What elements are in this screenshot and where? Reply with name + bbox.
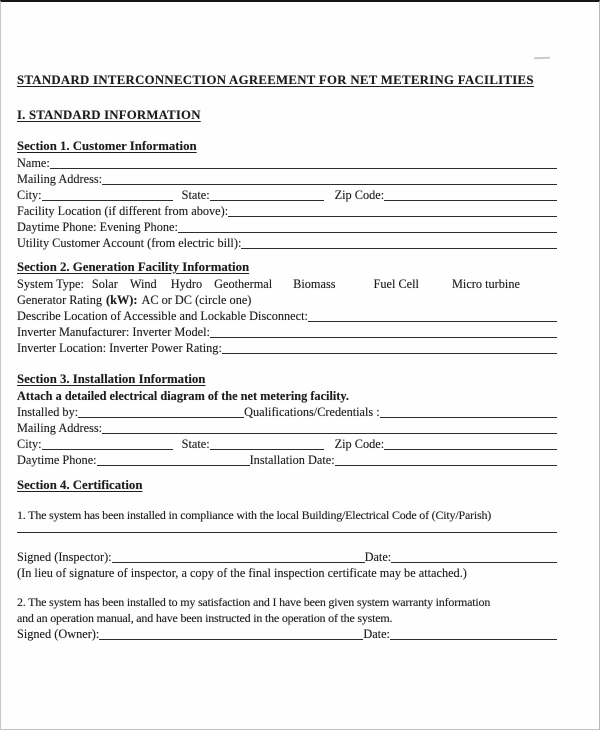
field-row-inverter-manufacturer-model	[17, 324, 557, 340]
inspector-date-label: Date:	[364, 550, 392, 564]
field-row-signed-inspector	[17, 549, 557, 565]
in-lieu-note-row	[17, 565, 557, 581]
zip-code-blank	[384, 187, 557, 201]
installer-zip-label: Zip Code:	[334, 437, 385, 451]
inverter-model-blank	[210, 324, 557, 338]
field-row-disconnect-location	[17, 308, 557, 324]
inspector-date-blank	[391, 549, 557, 563]
inverter-power-rating-blank	[222, 340, 557, 354]
mailing-address-label: Mailing Address:	[17, 172, 103, 186]
field-row-phones	[17, 219, 557, 235]
city-parish-blank	[17, 532, 557, 533]
phones-blank	[178, 219, 557, 233]
field-row-system-type	[17, 276, 557, 292]
signed-owner-label: Signed (Owner):	[17, 627, 100, 641]
mailing-address-blank	[102, 171, 557, 185]
system-type-label: System Type:	[17, 277, 84, 291]
daytime-evening-phone-label: Daytime Phone: Evening Phone:	[17, 220, 178, 234]
installer-daytime-phone-blank	[97, 452, 250, 466]
system-type-option-micro-turbine: Micro turbine	[451, 277, 520, 291]
section3-heading: Section 3. Installation Information	[17, 372, 206, 386]
state-label: State:	[181, 188, 210, 202]
field-row-signed-owner	[17, 626, 557, 642]
installer-mailing-address-label: Mailing Address:	[17, 421, 103, 435]
owner-signature-blank	[99, 626, 363, 640]
system-type-option-fuel-cell: Fuel Cell	[373, 277, 419, 291]
city-blank	[42, 187, 173, 201]
section-certification	[17, 477, 557, 642]
certification-statement-2-line1: 2. The system has been installed to my satisfaction and I have been given system warranty information	[17, 595, 491, 609]
owner-date-label: Date:	[363, 627, 390, 641]
section2-fields	[17, 276, 557, 356]
section2-heading: Section 2. Generation Facility Information	[17, 260, 250, 274]
qualifications-blank	[380, 404, 557, 418]
installer-mailing-address-blank	[102, 420, 557, 434]
field-row-facility-location	[17, 203, 557, 219]
installed-by-label: Installed by:	[17, 405, 79, 419]
state-blank	[210, 187, 324, 201]
installer-daytime-phone-label: Daytime Phone:	[17, 453, 97, 467]
facility-location-blank	[228, 203, 557, 217]
certification-statement-1: 1. The system has been installed in compliance with the local Building/Electrical Code of (City/Parish)	[17, 508, 492, 522]
inverter-location-rating-label: Inverter Location: Inverter Power Rating:	[17, 341, 222, 355]
city-label: City:	[17, 188, 42, 202]
installed-by-blank	[78, 404, 244, 418]
installer-city-blank	[42, 436, 173, 450]
field-row-mailing-address	[17, 171, 557, 187]
field-row-inverter-location-rating	[17, 340, 557, 356]
name-blank	[50, 155, 557, 169]
section4-heading: Section 4. Certification	[17, 478, 143, 492]
attach-diagram-note	[17, 388, 557, 404]
installation-date-label: Installation Date:	[249, 453, 335, 467]
inspector-signature-blank	[112, 549, 365, 563]
system-type-option-biomass: Biomass	[293, 277, 336, 291]
field-row-name	[17, 155, 557, 171]
inverter-manufacturer-model-label: Inverter Manufacturer: Inverter Model:	[17, 325, 210, 339]
attach-diagram-note-text: Attach a detailed electrical diagram of the net metering facility.	[17, 389, 349, 403]
system-type-option-hydro: Hydro	[170, 277, 203, 291]
document-title: STANDARD INTERCONNECTION AGREEMENT FOR NET METERING FACILITIES	[17, 73, 534, 87]
name-label: Name:	[17, 156, 50, 170]
field-row-installed-by	[17, 404, 557, 420]
utility-account-blank	[241, 235, 557, 249]
field-row-installer-phone-date	[17, 452, 557, 468]
certification-statement-2-line2: and an operation manual, and have been instructed in the operation of the system.	[17, 611, 393, 625]
system-type-option-geothermal: Geothermal	[214, 277, 273, 291]
field-row-generator-rating	[17, 292, 557, 308]
section3-fields	[17, 388, 557, 468]
generator-rating-label: Generator Rating	[17, 293, 103, 307]
utility-account-label: Utility Customer Account (from electric bill):	[17, 236, 242, 250]
installer-zip-blank	[384, 436, 557, 450]
generator-rating-kw-label: (kW):	[106, 293, 138, 307]
facility-location-label: Facility Location (if different from above):	[17, 204, 229, 218]
section-installation-information	[17, 371, 557, 468]
signed-inspector-label: Signed (Inspector):	[17, 550, 112, 564]
section1-heading: Section 1. Customer Information	[17, 139, 197, 153]
field-row-city-state-zip	[17, 187, 557, 203]
installer-state-label: State:	[181, 437, 210, 451]
qualifications-label: Qualifications/Credentials :	[244, 405, 380, 419]
disconnect-location-blank	[308, 308, 557, 322]
disconnect-location-label: Describe Location of Accessible and Lockable Disconnect:	[17, 309, 308, 323]
installer-city-label: City:	[17, 437, 42, 451]
field-row-installer-city-state-zip	[17, 436, 557, 452]
section-customer-information	[17, 138, 557, 251]
generator-rating-circle-one: AC or DC (circle one)	[141, 293, 252, 307]
scan-artifact	[534, 57, 550, 60]
system-type-option-wind: Wind	[129, 277, 157, 291]
in-lieu-note-text: (In lieu of signature of inspector, a copy of the final inspection certificate may be attached.)	[17, 566, 467, 580]
section1-fields	[17, 155, 557, 251]
zip-code-label: Zip Code:	[334, 188, 385, 202]
system-type-option-solar: Solar	[91, 277, 118, 291]
section-generation-facility	[17, 259, 557, 356]
installation-date-blank	[335, 452, 557, 466]
installer-state-blank	[210, 436, 324, 450]
part-heading: I. STANDARD INFORMATION	[17, 108, 201, 122]
owner-date-blank	[390, 626, 557, 640]
field-row-utility-account	[17, 235, 557, 251]
field-row-installer-mailing-address	[17, 420, 557, 436]
